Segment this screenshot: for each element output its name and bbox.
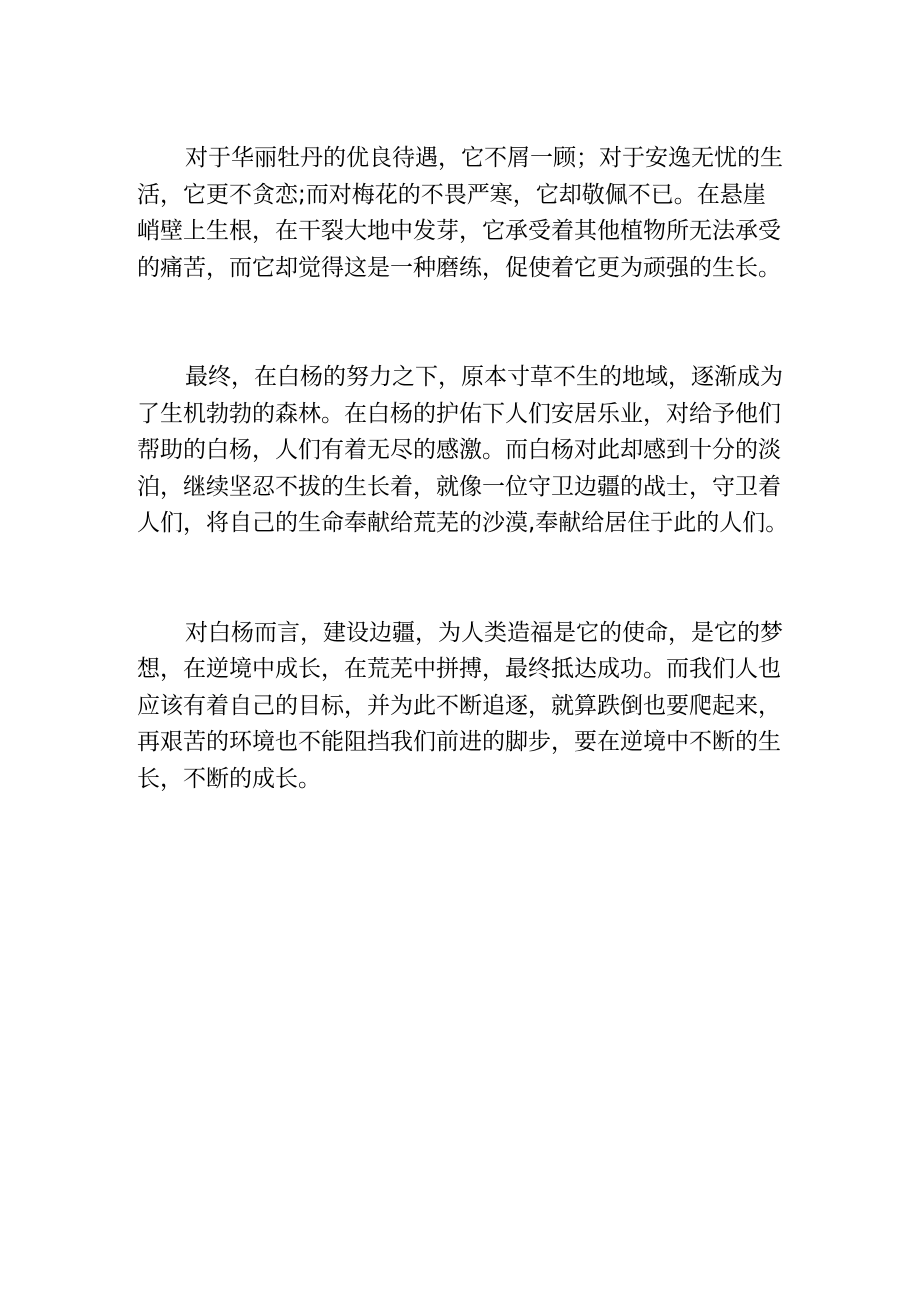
paragraph-2 bbox=[137, 359, 807, 542]
text-line: 的痛苦，而它却觉得这是一种磨练，促使着它更为顽强的生长。 bbox=[137, 254, 781, 281]
text-line: 最终，在白杨的努力之下，原本寸草不生的地域，逐渐成为 bbox=[185, 364, 783, 390]
text-line: 想，在逆境中成长，在荒芜中拼搏，最终抵达成功。而我们人也 bbox=[137, 656, 781, 682]
text-line: 再艰苦的环境也不能阻挡我们前进的脚步，要在逆境中不断的生 bbox=[137, 729, 781, 755]
text-line: 帮助的白杨，人们有着无尽的感激。而白杨对此却感到十分的淡 bbox=[137, 437, 781, 463]
text-line: 活，它更不贪恋;而对梅花的不畏严寒，它却敬佩不已。在悬崖 bbox=[137, 181, 766, 208]
paragraph-1 bbox=[137, 140, 807, 286]
document-body bbox=[137, 140, 807, 870]
text-line: 泊，继续坚忍不拔的生长着，就像一位守卫边疆的战士，守卫着 bbox=[137, 473, 781, 500]
text-line: 长，不断的成长。 bbox=[137, 765, 321, 792]
text-line: 对于华丽牡丹的优良待遇，它不屑一顾；对于安逸无忧的生 bbox=[185, 145, 783, 171]
text-line: 了生机勃勃的森林。在白杨的护佑下人们安居乐业，对给予他们 bbox=[137, 400, 781, 427]
text-line: 峭壁上生根，在干裂大地中发芽，它承受着其他植物所无法承受 bbox=[137, 218, 781, 244]
paragraph-3 bbox=[137, 615, 807, 798]
text-line: 人们，将自己的生命奉献给荒芜的沙漠,奉献给居住于此的人们。 bbox=[137, 510, 789, 536]
text-line: 应该有着自己的目标，并为此不断追逐，就算跌倒也要爬起来， bbox=[137, 692, 781, 719]
text-line: 对白杨而言，建设边疆，为人类造福是它的使命，是它的梦 bbox=[185, 619, 783, 646]
